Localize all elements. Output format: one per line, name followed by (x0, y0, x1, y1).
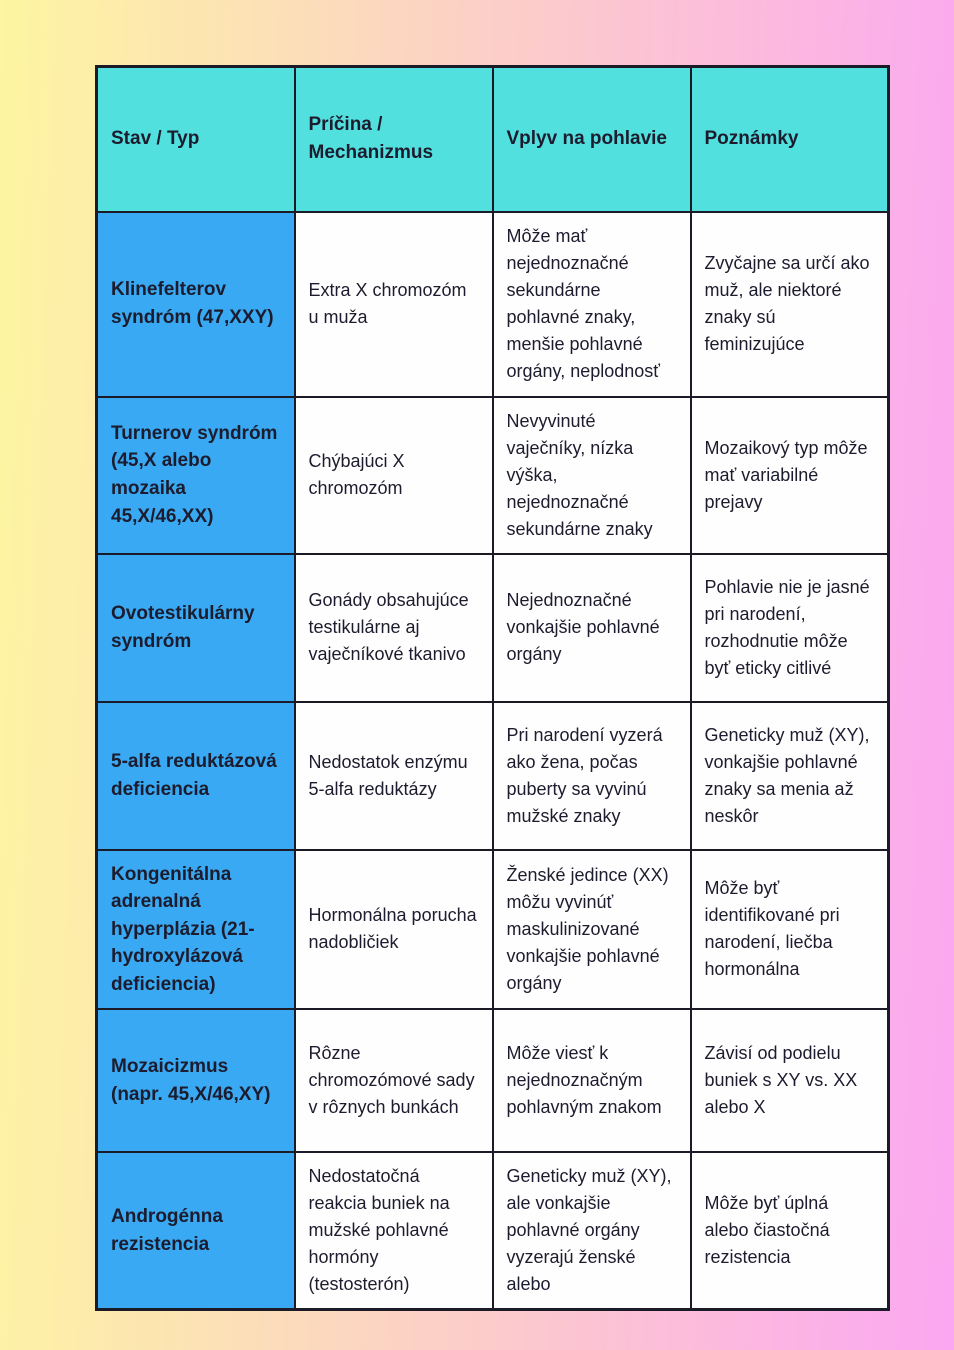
cell-pricina: Gonády obsahujúce testikulárne aj vaječníkové tkanivo (295, 554, 493, 702)
row-label-ovotestikularny: Ovotestikulárny syndróm (97, 554, 295, 702)
row-label-mozaicizmus: Mozaicizmus (napr. 45,X/46,XY) (97, 1009, 295, 1152)
cell-pricina: Chýbajúci X chromozóm (295, 397, 493, 554)
row-label-androgenna-rezistencia: Androgénna rezistencia (97, 1152, 295, 1310)
cell-vplyv: Nejednoznačné vonkajšie pohlavné orgány (493, 554, 691, 702)
cell-vplyv: Nevyvinuté vaječníky, nízka výška, nejednoznačné sekundárne znaky (493, 397, 691, 554)
cell-poznamky: Môže byť identifikované pri narodení, liečba hormonálna (691, 850, 889, 1010)
cell-vplyv: Môže mať nejednoznačné sekundárne pohlavné znaky, menšie pohlavné orgány, neplodnosť (493, 212, 691, 397)
cell-pricina: Nedostatok enzýmu 5-alfa reduktázy (295, 702, 493, 850)
table-row (97, 212, 889, 397)
cell-vplyv: Pri narodení vyzerá ako žena, počas puberty sa vyvinú mužské znaky (493, 702, 691, 850)
cell-poznamky: Geneticky muž (XY), vonkajšie pohlavné znaky sa menia až neskôr (691, 702, 889, 850)
cell-pricina: Rôzne chromozómové sady v rôznych bunkách (295, 1009, 493, 1152)
cell-poznamky: Môže byť úplná alebo čiastočná rezistencia (691, 1152, 889, 1310)
row-label-kongenitalna-hyperplazia: Kongenitálna adrenalná hyperplázia (21-hydroxylázová deficiencia) (97, 850, 295, 1010)
table-row (97, 554, 889, 702)
cell-poznamky: Zvyčajne sa určí ako muž, ale niektoré znaky sú feminizujúce (691, 212, 889, 397)
table-row (97, 850, 889, 1010)
row-label-5-alfa-reduktazova: 5-alfa reduktázová deficiencia (97, 702, 295, 850)
table-row (97, 397, 889, 554)
row-label-turnerov: Turnerov syndróm (45,X alebo mozaika 45,X/46,XX) (97, 397, 295, 554)
cell-pricina: Nedostatočná reakcia buniek na mužské pohlavné hormóny (testosterón) (295, 1152, 493, 1310)
row-label-klinefelterov: Klinefelterov syndróm (47,XXY) (97, 212, 295, 397)
column-header-poznamky: Poznámky (691, 67, 889, 212)
table-row (97, 1152, 889, 1310)
cell-poznamky: Závisí od podielu buniek s XY vs. XX alebo X (691, 1009, 889, 1152)
cell-vplyv: Môže viesť k nejednoznačným pohlavným znakom (493, 1009, 691, 1152)
cell-vplyv: Geneticky muž (XY), ale vonkajšie pohlavné orgány vyzerajú ženské alebo (493, 1152, 691, 1310)
cell-poznamky: Mozaikový typ môže mať variabilné prejavy (691, 397, 889, 554)
table-row (97, 702, 889, 850)
cell-vplyv: Ženské jedince (XX) môžu vyvinúť maskulinizované vonkajšie pohlavné orgány (493, 850, 691, 1010)
table-header-row (97, 67, 889, 212)
cell-pricina: Extra X chromozóm u muža (295, 212, 493, 397)
cell-pricina: Hormonálna porucha nadobličiek (295, 850, 493, 1010)
cell-poznamky: Pohlavie nie je jasné pri narodení, rozhodnutie môže byť eticky citlivé (691, 554, 889, 702)
column-header-pricina-mechanizmus: Príčina / Mechanizmus (295, 67, 493, 212)
column-header-stav-typ: Stav / Typ (97, 67, 295, 212)
table-row (97, 1009, 889, 1152)
conditions-table (95, 65, 890, 1311)
column-header-vplyv-na-pohlavie: Vplyv na pohlavie (493, 67, 691, 212)
